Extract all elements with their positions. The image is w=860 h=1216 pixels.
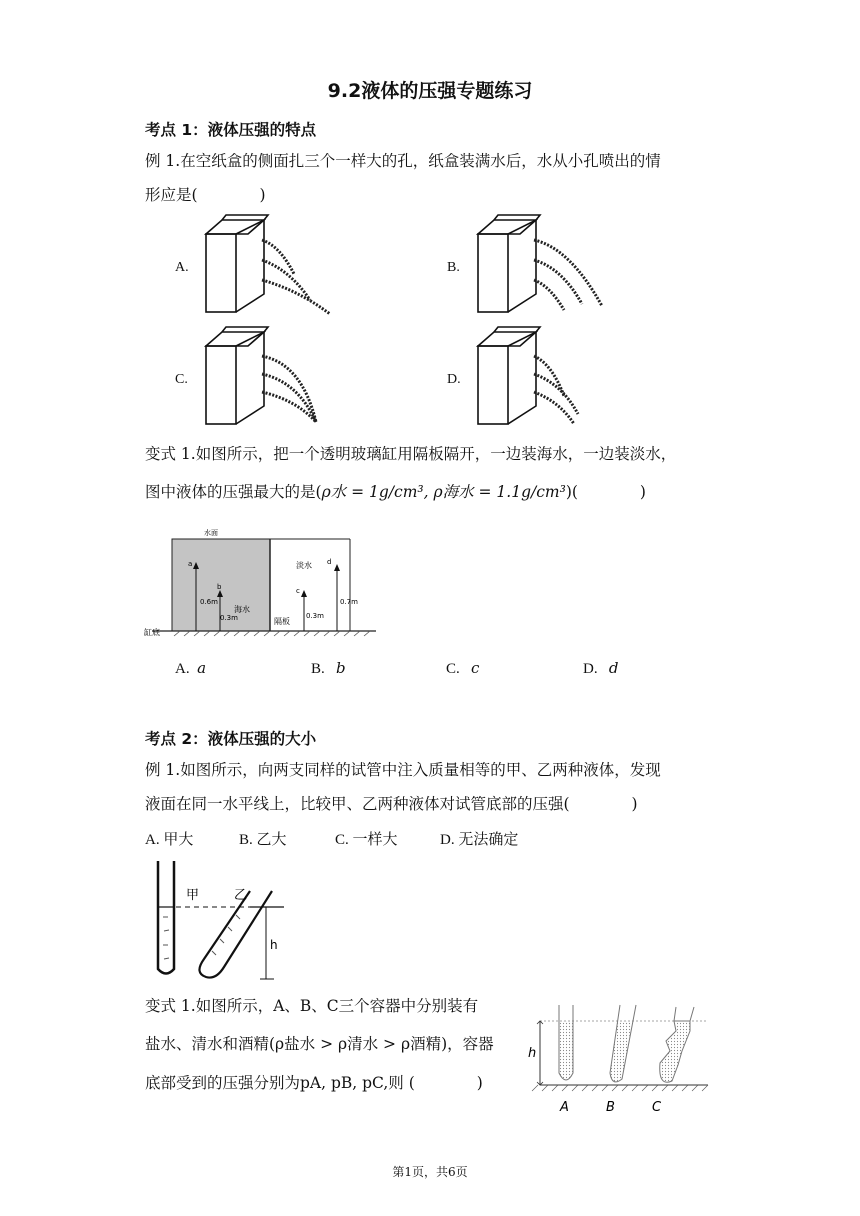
carton-figure-b xyxy=(470,212,610,320)
label-h-container: h xyxy=(528,1046,537,1061)
label-height-d: 0.7m xyxy=(340,598,358,606)
choice-c: C. 一样大 xyxy=(335,832,398,848)
tank-figure xyxy=(144,524,380,640)
label-sea-water: 海水 xyxy=(234,605,250,614)
label-height-a: 0.6m xyxy=(200,598,218,606)
label-bottom: 缸底 xyxy=(144,628,160,637)
choice-d: D. 无法确定 xyxy=(440,832,519,848)
example2-line2: 液面在同一水平线上，比较甲、乙两种液体对试管底部的压强( ) xyxy=(145,795,638,813)
test-tubes-figure xyxy=(144,857,294,983)
label-container-b: B xyxy=(606,1100,615,1115)
carton-option-a-label: A. xyxy=(175,260,189,275)
variant2-line1: 变式 1.如图所示，A、B、C三个容器中分别装有 xyxy=(145,997,479,1015)
example1-line2: 形应是( ) xyxy=(145,186,266,204)
label-point-a: a xyxy=(188,560,193,568)
variant1-line2: 图中液体的压强最大的是(ρ水 = 1g/cm³, ρ海水 = 1.1g/cm³)( ) xyxy=(145,483,646,501)
answer-d: D. d xyxy=(583,659,619,677)
label-point-c: c xyxy=(296,587,300,595)
section-heading-2: 考点 2：液体压强的大小 xyxy=(145,730,317,748)
choice-a: A. 甲大 xyxy=(145,832,194,848)
label-height-c: 0.3m xyxy=(306,612,324,620)
label-partition: 隔板 xyxy=(274,617,290,626)
page-title: 9.2液体的压强专题练习 xyxy=(327,80,533,102)
carton-option-d-label: D. xyxy=(447,372,461,387)
containers-figure xyxy=(526,1001,712,1121)
label-point-b: b xyxy=(217,583,222,591)
answer-a: A. a xyxy=(175,659,207,677)
label-container-c: C xyxy=(652,1100,662,1115)
label-point-d: d xyxy=(327,558,332,566)
label-container-a: A xyxy=(560,1100,569,1115)
variant2-line2: 盐水、清水和酒精(ρ盐水 > ρ清水 > ρ酒精)，容器 xyxy=(145,1035,494,1053)
carton-option-c-label: C. xyxy=(175,372,188,387)
label-yi: 乙 xyxy=(234,888,248,903)
carton-figure-d xyxy=(470,324,610,432)
carton-option-b-label: B. xyxy=(447,260,460,275)
variant1-line1: 变式 1.如图所示，把一个透明玻璃缸用隔板隔开，一边装海水，一边装淡水， xyxy=(145,445,677,463)
variant2-line3: 底部受到的压强分别为pA, pB, pC,则 ( ) xyxy=(145,1074,483,1092)
example1-line1: 例 1.在空纸盒的侧面扎三个一样大的孔，纸盒装满水后，水从小孔喷出的情 xyxy=(145,152,661,170)
page-footer: 第1页，共6页 xyxy=(392,1165,468,1179)
label-jia: 甲 xyxy=(186,888,200,903)
choice-b: B. 乙大 xyxy=(239,832,287,848)
carton-figure-c xyxy=(198,324,338,432)
label-surface: 水面 xyxy=(204,529,218,537)
example2-line1: 例 1.如图所示，向两支同样的试管中注入质量相等的甲、乙两种液体，发现 xyxy=(145,761,661,779)
label-height-b: 0.3m xyxy=(220,614,238,622)
answer-c: C. c xyxy=(446,659,480,677)
section-heading-1: 考点 1：液体压强的特点 xyxy=(145,121,317,139)
answer-b: B. b xyxy=(311,659,346,677)
label-h-tube: h xyxy=(270,938,278,952)
carton-figure-a xyxy=(198,212,338,320)
label-fresh-water: 淡水 xyxy=(296,561,312,570)
density-formula: ρ水 = 1g/cm³, ρ海水 = 1.1g/cm³ xyxy=(321,483,566,501)
